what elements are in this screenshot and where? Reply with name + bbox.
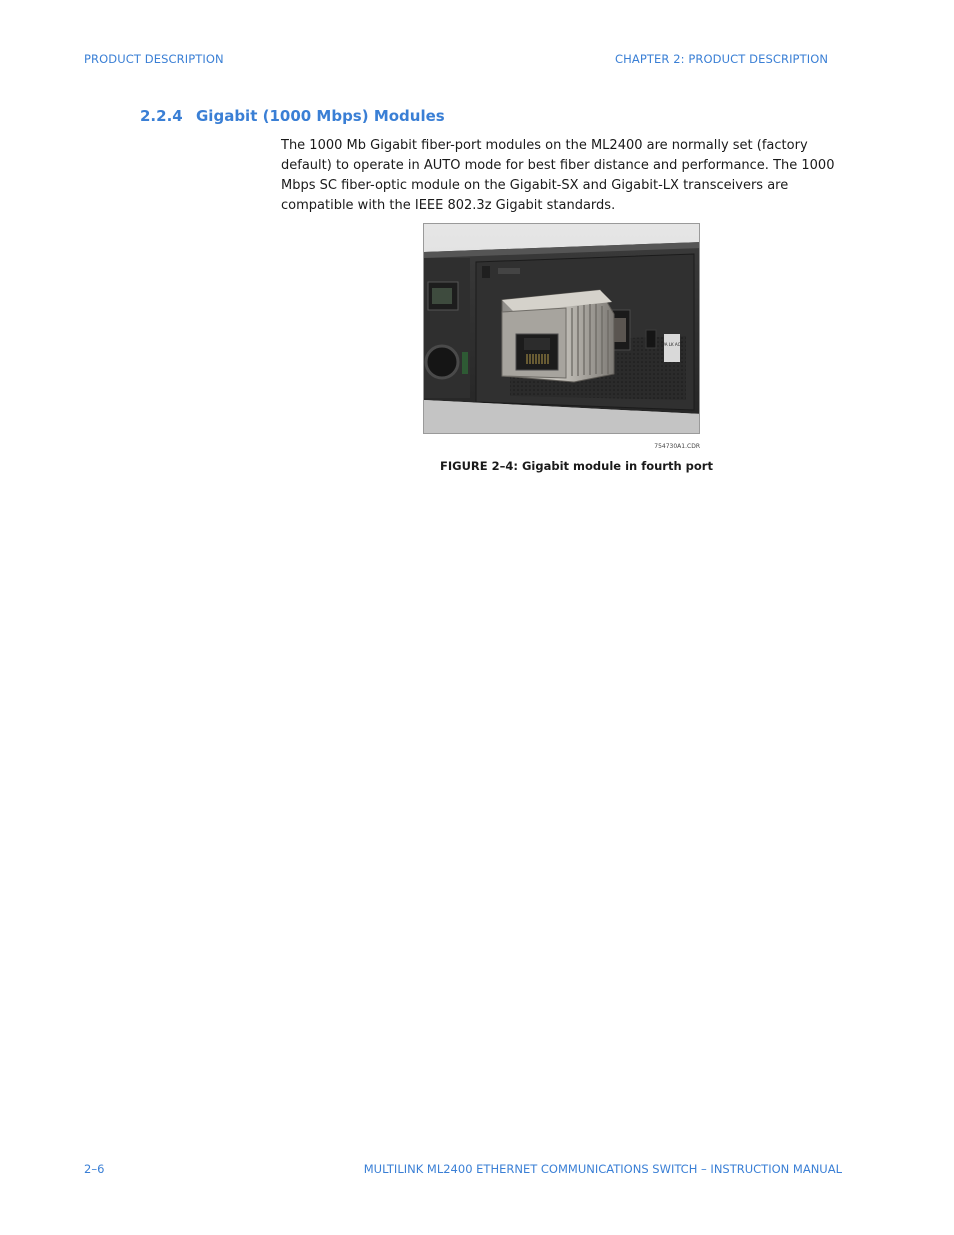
section-heading bbox=[140, 107, 445, 125]
figure-caption: FIGURE 2–4: Gigabit module in fourth port bbox=[440, 459, 713, 473]
figure-code: 754730A1.CDR bbox=[654, 443, 700, 450]
body-paragraph: The 1000 Mb Gigabit fiber-port modules on the ML2400 are normally set (factory default) to operate in AUTO mode for best fiber distance and performance. The 1000 Mbps SC fiber-optic module on the Gigabit-SX and Gigabit-LX transceivers are compatible with the IEEE 802.3z Gigabit standards. bbox=[281, 138, 835, 213]
gigabit-module-photo bbox=[423, 223, 700, 434]
running-header-left: PRODUCT DESCRIPTION bbox=[84, 52, 224, 66]
led-label: F/A LK ACT bbox=[661, 342, 683, 347]
section-title: Gigabit (1000 Mbps) Modules bbox=[196, 107, 445, 125]
running-footer: MULTILINK ML2400 ETHERNET COMMUNICATIONS SWITCH – INSTRUCTION MANUAL bbox=[363, 1162, 842, 1176]
section-number: 2.2.4 bbox=[140, 107, 183, 125]
running-header-right: CHAPTER 2: PRODUCT DESCRIPTION bbox=[615, 52, 829, 66]
page-number: 2–6 bbox=[84, 1162, 105, 1176]
